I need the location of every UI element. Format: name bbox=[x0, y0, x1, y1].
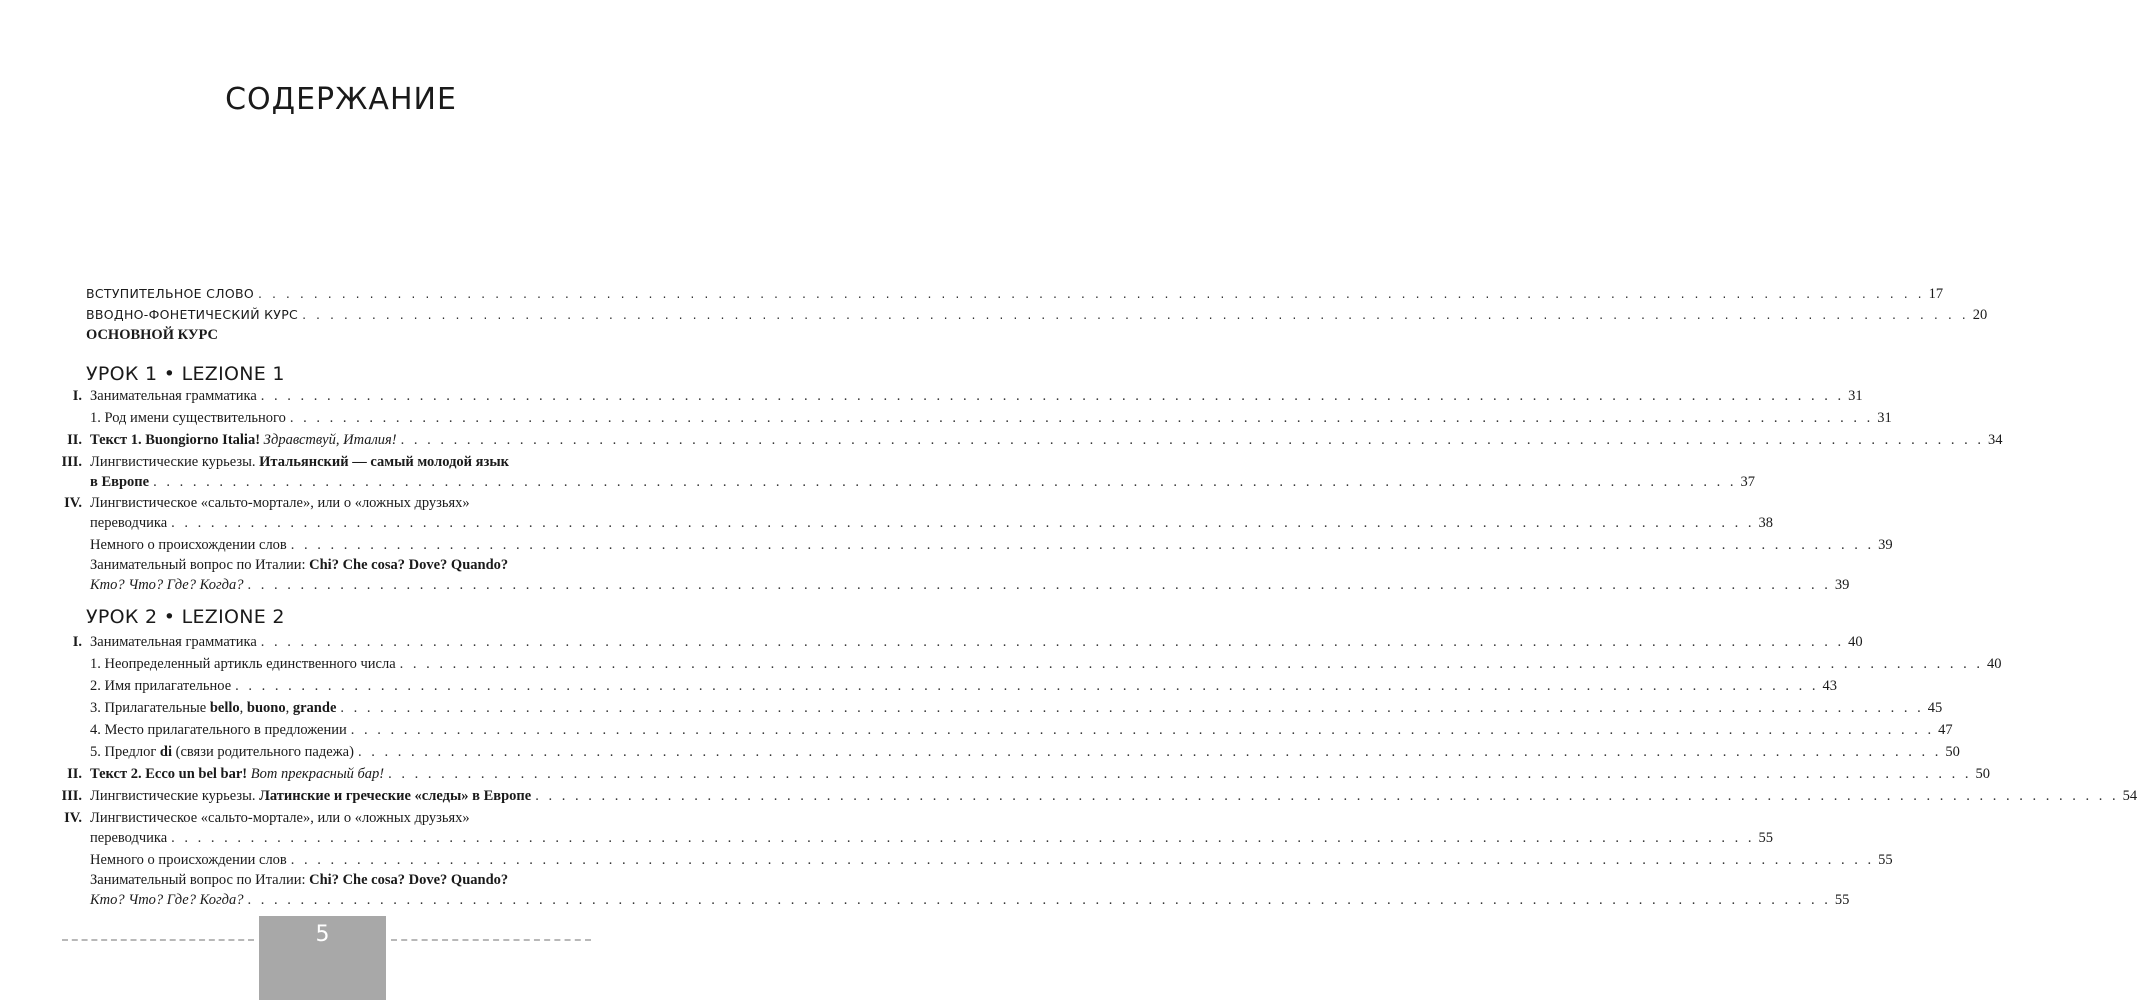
entry-page: 45 bbox=[1927, 700, 1943, 716]
leader-dots bbox=[400, 654, 1983, 675]
entry-page: 40 bbox=[1848, 634, 1863, 650]
leader-dots bbox=[291, 535, 1874, 556]
lesson-heading-1: УРОК 1 • LEZIONE 1 bbox=[86, 363, 285, 385]
entry-label-bold: в Европе bbox=[90, 474, 150, 490]
entry-label-italic: Кто? Что? Где? Когда? bbox=[90, 577, 244, 593]
entry-label: 4. Место прилагательного в предложении bbox=[90, 722, 347, 738]
toc-entry-l2-false-friends-line1[interactable]: Лингвистическое «сальто-мортале», или о «ложных друзьях» bbox=[90, 810, 470, 826]
entry-label: 5. Предлог bbox=[90, 744, 157, 760]
toc-entry-l1-false-friends-line1[interactable]: Лингвистическое «сальто-мортале», или о «ложных друзьях» bbox=[90, 495, 470, 511]
toc-entry-l2-quiz-line2[interactable] bbox=[90, 890, 1850, 911]
entry-label-bold: Латинские и греческие «следы» в Европе bbox=[259, 788, 532, 804]
entry-page: 54 bbox=[2122, 788, 2137, 804]
toc-entry-l2-quiz-line1[interactable] bbox=[90, 870, 508, 891]
entry-label: Занимательный вопрос по Италии: bbox=[90, 872, 306, 888]
leader-dots bbox=[171, 513, 1754, 534]
entry-label: переводчика bbox=[90, 515, 168, 531]
entry-page: 20 bbox=[1972, 307, 1988, 323]
entry-label: Лингвистические курьезы. bbox=[90, 788, 256, 804]
toc-entry-l1-word-origins[interactable] bbox=[90, 535, 1893, 556]
entry-label: ВВОДНО-ФОНЕТИЧЕСКИЙ КУРС bbox=[86, 307, 299, 322]
roman-numeral: II. bbox=[67, 432, 82, 448]
entry-label-bold: di bbox=[159, 744, 172, 760]
leader-dots bbox=[235, 676, 1818, 697]
entry-label-bold: buono bbox=[246, 700, 286, 716]
entry-page: 55 bbox=[1834, 892, 1850, 908]
toc-entry-l1-false-friends-line2[interactable] bbox=[90, 513, 1774, 534]
entry-label: Занимательная грамматика bbox=[90, 634, 257, 650]
entry-page: 55 bbox=[1878, 852, 1893, 868]
roman-numeral: IV. bbox=[64, 495, 82, 511]
toc-entry-l1-curiosities-line1[interactable] bbox=[90, 452, 509, 473]
entry-label: Занимательная грамматика bbox=[90, 388, 257, 404]
leader-dots bbox=[261, 632, 1844, 653]
entry-page: 37 bbox=[1740, 474, 1755, 490]
entry-page: 50 bbox=[1945, 744, 1960, 760]
footer-divider-right bbox=[391, 939, 591, 941]
entry-label-bold: Chi? Che cosa? Dove? Quando? bbox=[309, 557, 509, 573]
entry-label: переводчика bbox=[90, 830, 168, 846]
toc-entry-l2-false-friends-line2[interactable] bbox=[90, 828, 1774, 849]
toc-entry-l1-text[interactable] bbox=[90, 430, 2003, 451]
toc-section-main-course: ОСНОВНОЙ КУРС bbox=[86, 327, 218, 343]
roman-numeral: IV. bbox=[64, 810, 82, 826]
entry-page: 43 bbox=[1822, 678, 1838, 694]
entry-label: 3. Прилагательные bbox=[90, 700, 207, 716]
entry-label-italic: Здравствуй, Италия! bbox=[263, 432, 397, 448]
leader-dots bbox=[247, 890, 1830, 911]
toc-entry-l1-quiz-line1[interactable] bbox=[90, 555, 508, 576]
entry-label: 1. Род имени существительного bbox=[90, 410, 286, 426]
leader-dots bbox=[358, 742, 1941, 763]
entry-page: 40 bbox=[1987, 656, 2002, 672]
toc-entry-intro[interactable] bbox=[86, 283, 1944, 304]
entry-separator: , bbox=[285, 700, 293, 716]
leader-dots bbox=[401, 430, 1984, 451]
entry-label: (связи родительного падежа) bbox=[175, 744, 354, 760]
entry-label-italic: Кто? Что? Где? Когда? bbox=[90, 892, 244, 908]
toc-entry-l2-indef-article[interactable] bbox=[90, 654, 2002, 675]
roman-numeral: I. bbox=[72, 388, 82, 404]
roman-numeral: III. bbox=[61, 788, 82, 804]
toc-entry-l2-adjective[interactable] bbox=[90, 676, 1838, 697]
toc-entry-l1-noun-gender[interactable] bbox=[90, 408, 1892, 429]
roman-numeral: III. bbox=[61, 454, 82, 470]
entry-label-bold: Текст 2. Ecco un bel bar! bbox=[90, 766, 248, 782]
entry-label: Немного о происхождении слов bbox=[90, 537, 287, 553]
toc-entry-l2-curiosities[interactable] bbox=[90, 786, 2137, 807]
toc-entry-l2-adjective-position[interactable] bbox=[90, 720, 1953, 741]
entry-separator: , bbox=[239, 700, 247, 716]
entry-page: 31 bbox=[1848, 388, 1863, 404]
entry-label-bold: Chi? Che cosa? Dove? Quando? bbox=[309, 872, 509, 888]
leader-dots bbox=[171, 828, 1754, 849]
entry-label-bold: bello bbox=[209, 700, 240, 716]
entry-page: 39 bbox=[1878, 537, 1893, 553]
entry-label: ВСТУПИТЕЛЬНОЕ СЛОВО bbox=[86, 286, 255, 301]
page-number: 5 bbox=[315, 922, 330, 947]
leader-dots bbox=[261, 386, 1844, 407]
toc-entry-l1-curiosities-line2[interactable] bbox=[90, 472, 1755, 493]
entry-page: 47 bbox=[1938, 722, 1953, 738]
leader-dots bbox=[290, 408, 1873, 429]
leader-dots bbox=[153, 472, 1736, 493]
leader-dots bbox=[388, 764, 1971, 785]
entry-page: 17 bbox=[1928, 286, 1944, 302]
entry-label-bold: Текст 1. Buongiorno Italia! bbox=[90, 432, 261, 448]
entry-label-bold: Итальянский — самый молодой язык bbox=[259, 454, 509, 470]
entry-page: 55 bbox=[1758, 830, 1774, 846]
roman-numeral: II. bbox=[67, 766, 82, 782]
lesson-heading-2: УРОК 2 • LEZIONE 2 bbox=[86, 606, 285, 628]
leader-dots bbox=[302, 304, 1969, 325]
entry-label: 1. Неопределенный артикль единственного числа bbox=[90, 656, 396, 672]
toc-entry-l2-text[interactable] bbox=[90, 764, 1991, 785]
entry-label: Немного о происхождении слов bbox=[90, 852, 287, 868]
entry-page: 38 bbox=[1758, 515, 1774, 531]
entry-label-bold: grande bbox=[292, 700, 337, 716]
toc-entry-l1-quiz-line2[interactable] bbox=[90, 575, 1850, 596]
toc-entry-l1-grammar[interactable] bbox=[90, 386, 1863, 407]
leader-dots bbox=[351, 720, 1934, 741]
toc-entry-l2-bello-buono-grande[interactable] bbox=[90, 698, 1943, 719]
entry-page: 31 bbox=[1877, 410, 1892, 426]
leader-dots bbox=[340, 698, 1923, 719]
footer-divider-left bbox=[62, 939, 254, 941]
entry-page: 34 bbox=[1988, 432, 2003, 448]
roman-numeral: I. bbox=[72, 634, 82, 650]
toc-entry-l2-grammar[interactable] bbox=[90, 632, 1863, 653]
toc-entry-phonetic[interactable] bbox=[86, 304, 1988, 325]
toc-entry-l2-word-origins[interactable] bbox=[90, 850, 1893, 871]
toc-entry-l2-preposition-di[interactable] bbox=[90, 742, 1960, 763]
leader-dots bbox=[258, 283, 1925, 304]
entry-label: Занимательный вопрос по Италии: bbox=[90, 557, 306, 573]
entry-page: 50 bbox=[1975, 766, 1991, 782]
leader-dots bbox=[291, 850, 1874, 871]
page-title: СОДЕРЖАНИЕ bbox=[225, 82, 457, 117]
leader-dots bbox=[247, 575, 1830, 596]
entry-label: 2. Имя прилагательное bbox=[90, 678, 232, 694]
entry-label-italic: Вот прекрасный бар! bbox=[250, 766, 385, 782]
leader-dots bbox=[535, 786, 2118, 807]
entry-page: 39 bbox=[1834, 577, 1850, 593]
entry-label: Лингвистические курьезы. bbox=[90, 454, 256, 470]
